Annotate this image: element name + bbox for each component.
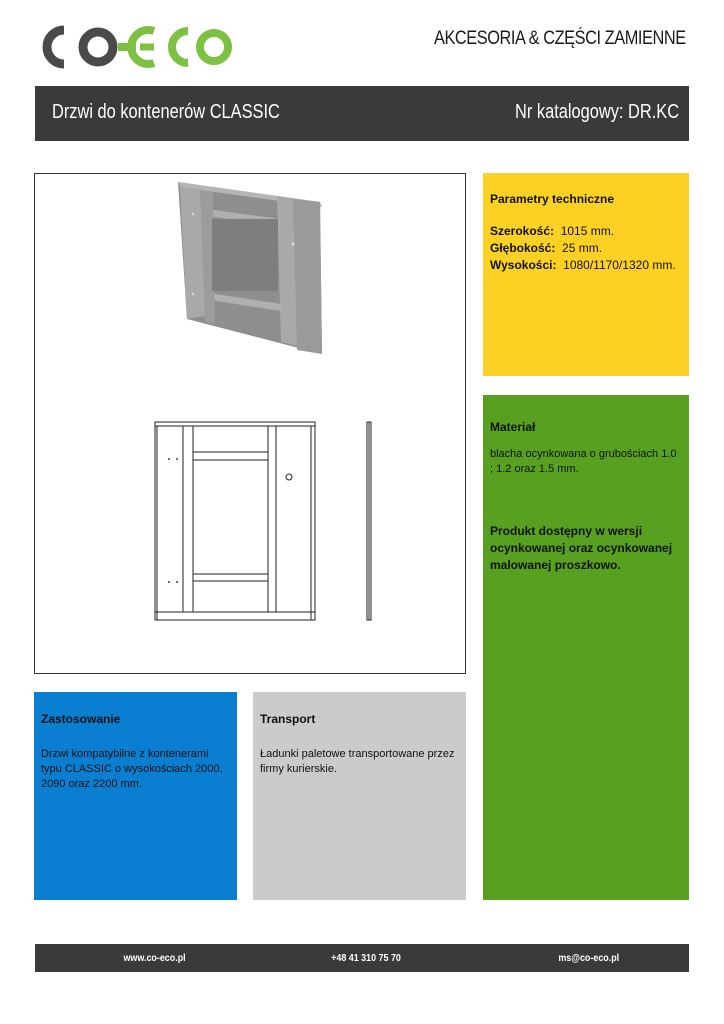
catalog-number: Nr katalogowy: DR.KC — [514, 101, 679, 123]
transport-panel — [253, 692, 466, 900]
params-panel — [483, 173, 689, 376]
params-heading: Parametry techniczne — [490, 192, 615, 206]
transport-heading: Transport — [260, 712, 316, 726]
product-title: Drzwi do kontenerów CLASSIC — [52, 101, 280, 123]
material-note: Produkt dostępny w wersji ocynkowanej oraz ocynkowanej malowanej proszkowo. — [490, 524, 673, 572]
param-depth: Głębokość: 25 mm. — [490, 241, 603, 255]
param-height: Wysokości: 1080/1170/1320 mm. — [490, 258, 676, 272]
usage-text: Drzwi kompatybilne z kontenerami typu CLASSIC o wysokościach 2000, 2090 oraz 2200 mm. — [41, 748, 223, 790]
product-image-box — [34, 173, 466, 674]
param-width: Szerokość: 1015 mm. — [490, 224, 615, 238]
transport-text: Ładunki paletowe transportowane przez firmy kurierskie. — [260, 748, 455, 775]
material-heading: Materiał — [490, 420, 536, 434]
usage-panel — [34, 692, 237, 900]
door-illustration — [35, 174, 465, 673]
usage-heading: Zastosowanie — [41, 712, 121, 726]
title-bar — [35, 86, 689, 141]
co-eco-logo — [36, 22, 236, 72]
footer-website-link[interactable]: www.co-eco.pl — [123, 952, 186, 964]
material-text: blacha ocynkowana o grubościach 1.0 ; 1.2 oraz 1.5 mm. — [490, 448, 677, 475]
material-panel — [483, 395, 689, 900]
header-tagline: AKCESORIA & CZĘŚCI ZAMIENNE — [434, 28, 686, 49]
footer-email-link[interactable]: ms@co-eco.pl — [558, 952, 620, 964]
footer-bar — [35, 944, 689, 972]
footer-phone[interactable]: +48 41 310 75 70 — [331, 952, 401, 964]
